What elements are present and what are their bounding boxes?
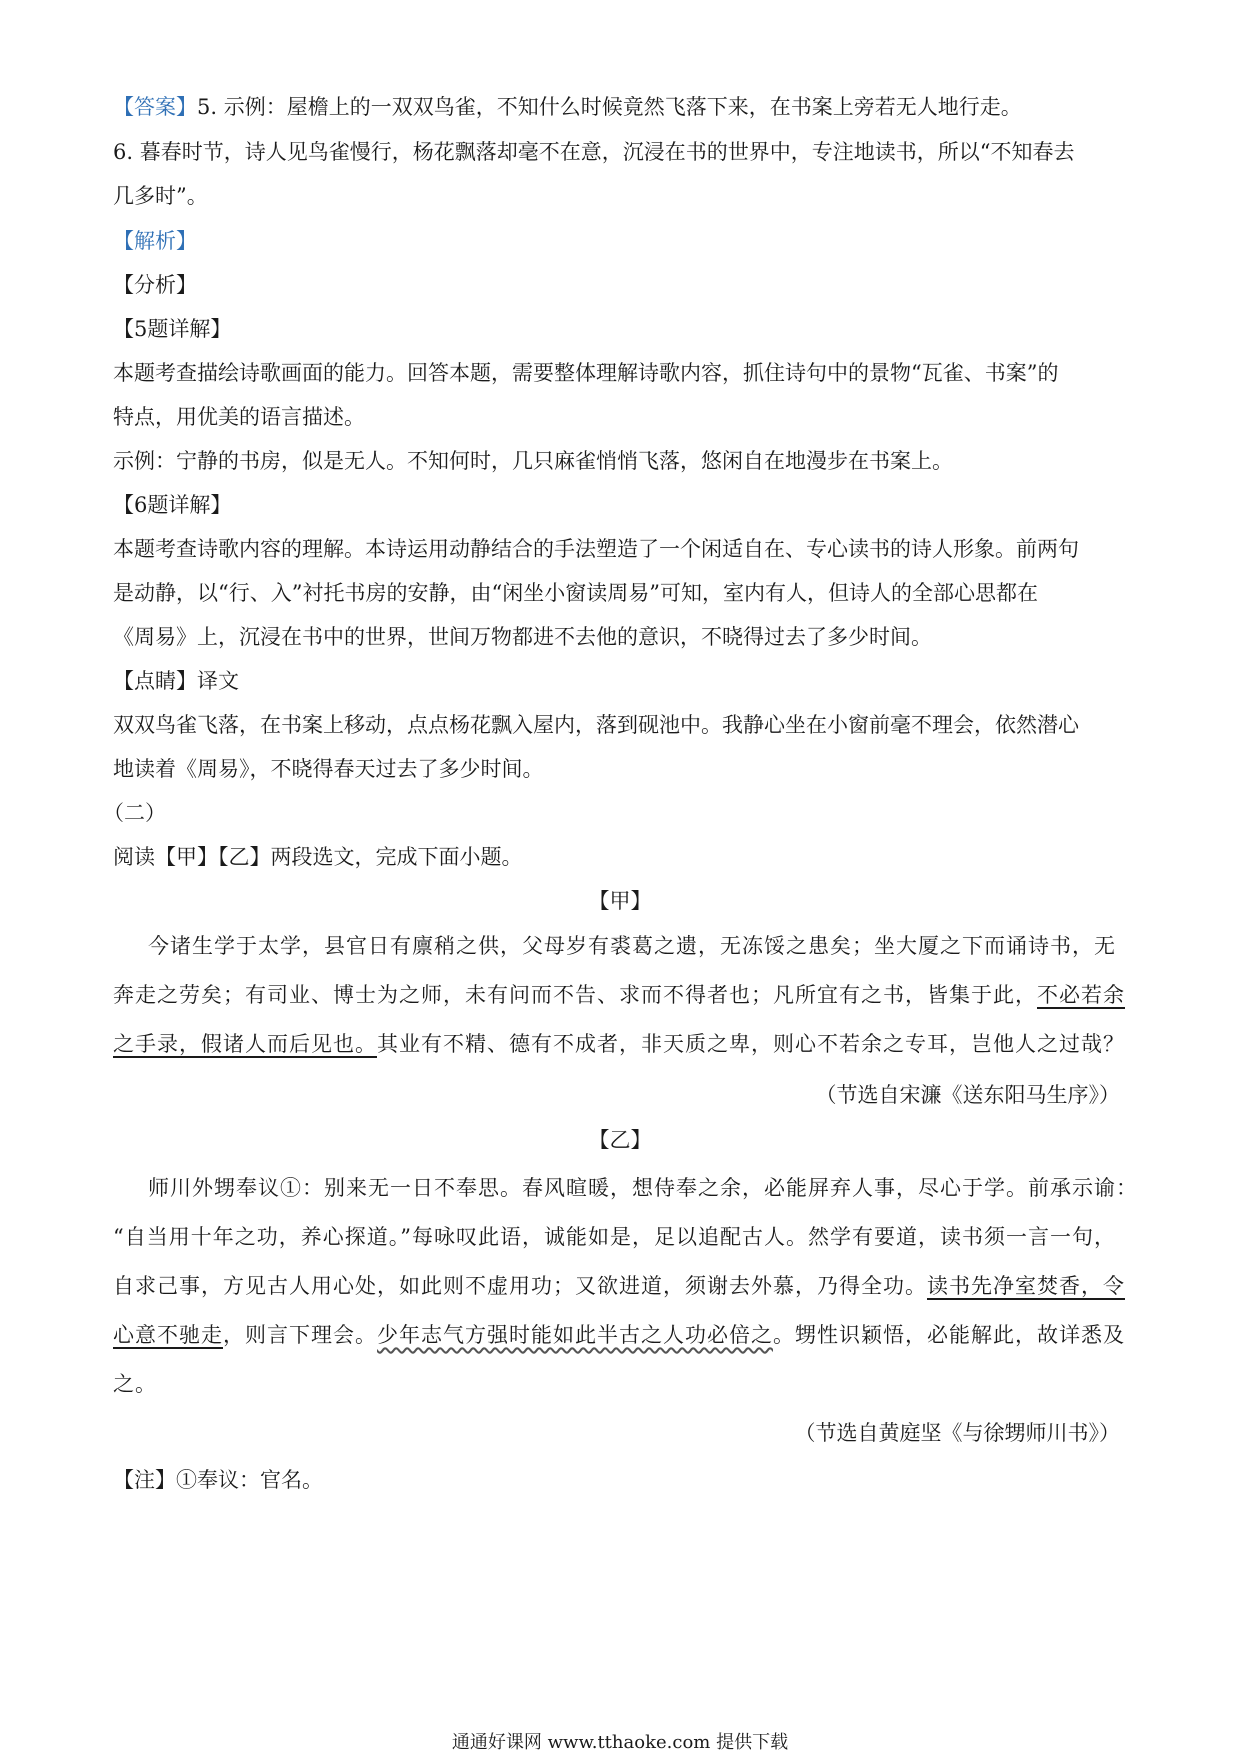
jia-line-2 [113, 980, 1133, 1010]
answer-line-1 [113, 92, 1133, 122]
jia-underline-2b: 不必若余 [1037, 983, 1125, 1007]
q6-line-2: 是动静，以“行、入”衬托书房的安静，由“闲坐小窗读周易”可知，室内有人，但诗人的全部心思都在 [113, 581, 1038, 605]
yi-text-4b: ，则言下理会。 [223, 1323, 377, 1347]
section-instruction: 阅读【甲】【乙】两段选文，完成下面小题。 [113, 845, 523, 869]
fenxi-label: 【分析】 [113, 273, 197, 297]
jia-line-1: 今诸生学于太学，县官日有廪稍之供，父母岁有裘葛之遗，无冻馁之患矣；坐大厦之下而诵诗书，无 [148, 934, 1116, 958]
jia-line-3 [113, 1029, 1133, 1059]
jia-underline-3a: 之手录，假诸人而后见也。 [113, 1032, 377, 1056]
section-heading: （二） [103, 801, 166, 825]
q6-line-3: 《周易》上，沉浸在书中的世界，世间万物都进不去他的意识，不晓得过去了多少时间。 [113, 625, 932, 649]
jia-title: 【甲】 [588, 889, 652, 913]
yi-line-4 [113, 1320, 1133, 1350]
yi-line-1: 师川外甥奉议①：别来无一日不奉思。春风暄暖，想侍奉之余，必能屏弃人事，尽心于学。前承示谕： [148, 1176, 1138, 1200]
translation-line-2: 地读着《周易》，不晓得春天过去了多少时间。 [113, 757, 544, 781]
note: 【注】①奉议：官名。 [113, 1468, 323, 1492]
yi-text-3a: 自求己事，方见古人用心处，如此则不虚用功；又欲进道，须谢去外慕，乃得全功。 [113, 1274, 927, 1298]
jia-text-3b: 其业有不精、德有不成者，非天质之卑，则心不若余之专耳，岂他人之过哉？ [377, 1032, 1125, 1056]
yi-line-5: 之。 [113, 1372, 157, 1396]
answer-label: 【答案】 [113, 95, 197, 119]
q5-line-2: 特点，用优美的语言描述。 [113, 405, 365, 429]
yi-underline-3b: 读书先净室焚香，令 [927, 1274, 1125, 1298]
jia-source: （节选自宋濂《送东阳马生序》） [815, 1083, 1120, 1107]
yi-text-4d: 。甥性识颖悟，必能解此，故详悉及 [773, 1323, 1125, 1347]
q5-label: 【5题详解】 [113, 317, 232, 341]
q6-line-1: 本题考查诗歌内容的理解。本诗运用动静结合的手法塑造了一个闲适自在、专心读书的诗人形象。前两句 [113, 537, 1079, 561]
analysis-label: 【解析】 [113, 229, 197, 253]
q5-line-1: 本题考查描绘诗歌画面的能力。回答本题，需要整体理解诗歌内容，抓住诗句中的景物“瓦雀、书案”的 [113, 361, 1059, 385]
answer-line-2: 6. 暮春时节，诗人见鸟雀慢行，杨花飘落却毫不在意，沉浸在书的世界中，专注地读书，所以“不知春去 [113, 140, 1075, 164]
yi-source: （节选自黄庭坚《与徐甥师川书》） [794, 1421, 1120, 1445]
yi-wavy-4c: 少年志气方强时能如此半古之人功必倍之 [377, 1323, 773, 1347]
dianjing-label: 【点睛】译文 [113, 669, 239, 693]
yi-line-2: “自当用十年之功，养心探道。”每咏叹此语，诚能如是，足以追配古人。然学有要道，读书须一言一句， [113, 1225, 1116, 1249]
q5-line-3: 示例：宁静的书房，似是无人。不知何时，几只麻雀悄悄飞落，悠闲自在地漫步在书案上。 [113, 449, 953, 473]
yi-underline-4a: 心意不驰走 [113, 1323, 223, 1347]
yi-line-3 [113, 1271, 1133, 1301]
yi-title: 【乙】 [588, 1128, 652, 1152]
answer-line-3: 几多时”。 [113, 184, 208, 208]
footer-watermark: 通通好课网 www.tthaoke.com 提供下载 [451, 1732, 789, 1753]
translation-line-1: 双双鸟雀飞落，在书案上移动，点点杨花飘入屋内，落到砚池中。我静心坐在小窗前毫不理会，依然潜心 [113, 713, 1079, 737]
jia-text-2a: 奔走之劳矣；有司业、博士为之师，未有问而不告、求而不得者也；凡所宜有之书，皆集于此， [113, 983, 1037, 1007]
q6-label: 【6题详解】 [113, 493, 232, 517]
answer-text-1: 5. 示例：屋檐上的一双双鸟雀，不知什么时候竟然飞落下来，在书案上旁若无人地行走。 [197, 95, 1022, 119]
